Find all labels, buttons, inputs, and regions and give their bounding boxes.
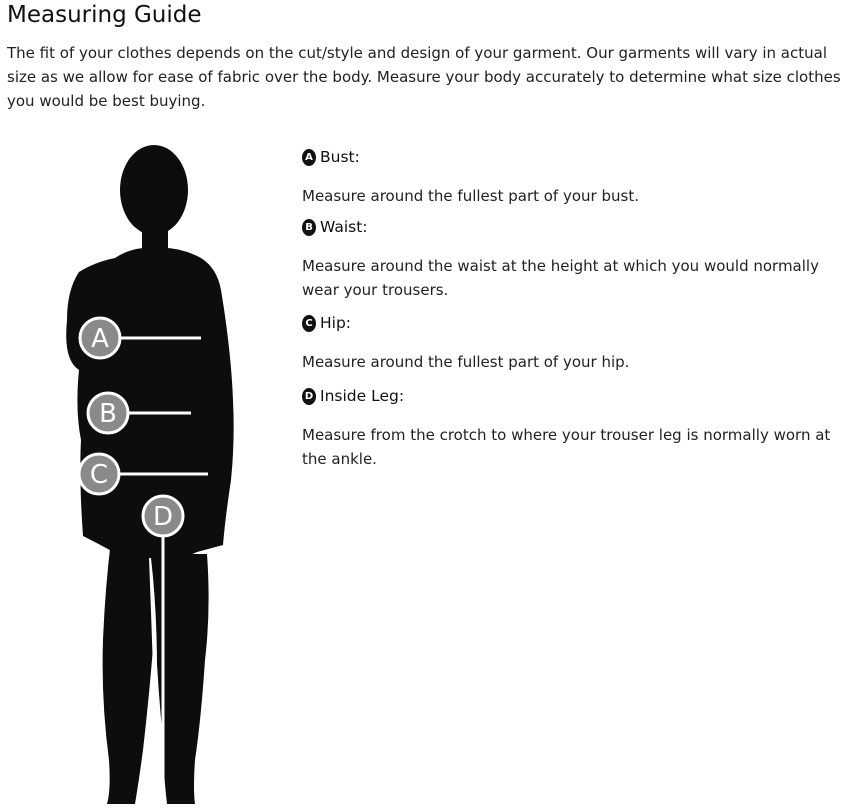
- measurement-guide-list: [302, 144, 832, 471]
- letter-b-icon: B: [302, 219, 316, 236]
- waist-title: Waist:: [320, 218, 368, 236]
- intro-text: The fit of your clothes depends on the cut/style and design of your garment. Our garments will vary in actual size as we allow for ease of fabric over the body. Measure your body accurately to determine what size clothes you would be best buying.: [7, 44, 841, 110]
- guide-item-hip: [302, 310, 832, 374]
- page-title: Measuring Guide: [7, 2, 202, 28]
- letter-a-icon: A: [302, 149, 316, 166]
- marker-b-label: B: [99, 399, 117, 429]
- inside-leg-title: Inside Leg:: [320, 387, 405, 405]
- guide-item-inside-leg: [302, 383, 832, 471]
- guide-item-waist: [302, 214, 832, 302]
- marker-d: [143, 496, 183, 536]
- guide-item-bust: [302, 144, 832, 208]
- marker-d-label: D: [152, 502, 174, 532]
- letter-c-icon: C: [302, 315, 316, 332]
- bust-title: Bust:: [320, 148, 360, 166]
- marker-a: [80, 318, 120, 358]
- hip-title: Hip:: [320, 314, 352, 332]
- letter-d-icon: D: [302, 388, 316, 405]
- hip-description: Measure around the fullest part of your hip.: [302, 353, 630, 371]
- waist-description: Measure around the waist at the height at which you would normally wear your trousers.: [302, 257, 819, 299]
- marker-a-label: A: [91, 324, 109, 354]
- body-silhouette-figure: [55, 140, 270, 808]
- bust-description: Measure around the fullest part of your bust.: [302, 187, 639, 205]
- marker-b: [88, 393, 128, 433]
- marker-c-label: C: [89, 460, 109, 490]
- marker-c: [79, 454, 119, 494]
- inside-leg-description: Measure from the crotch to where your trouser leg is normally worn at the ankle.: [302, 426, 831, 468]
